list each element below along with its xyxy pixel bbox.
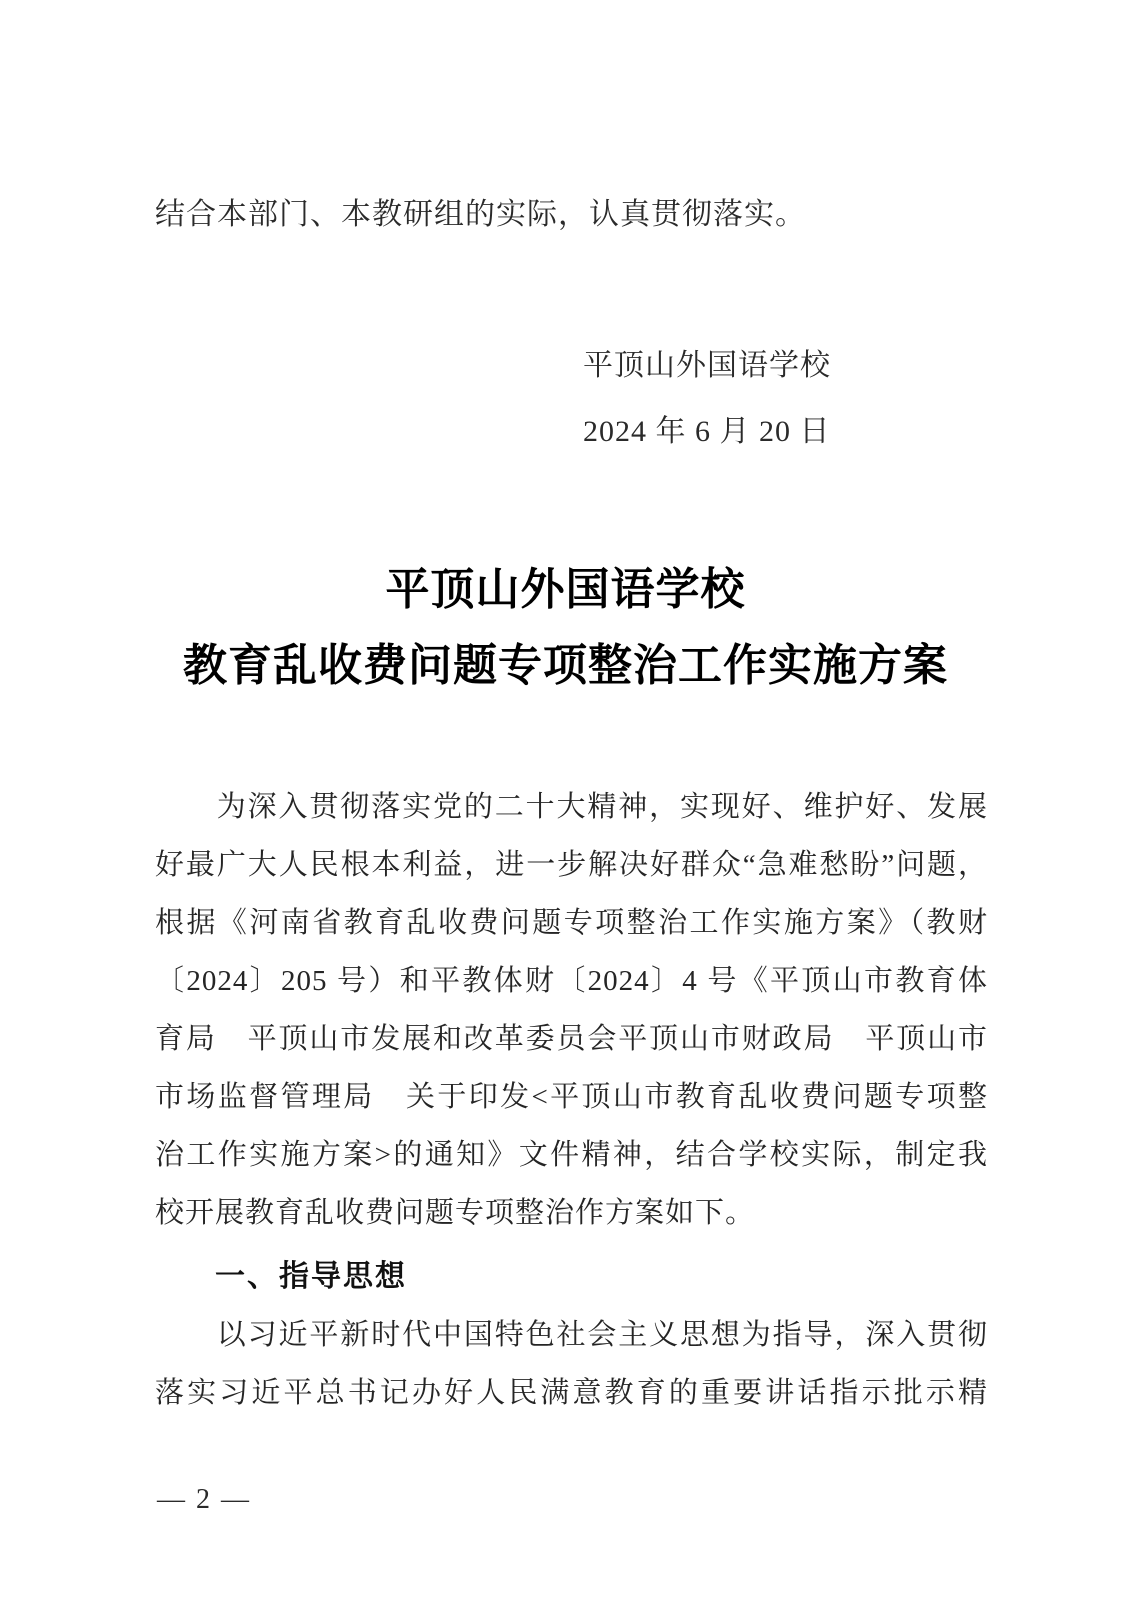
closing-paragraph-line: 结合本部门、本教研组的实际，认真贯彻落实。 [155,198,806,231]
body-line: 以习近平新时代中国特色社会主义思想为指导，深入贯彻 [155,1319,988,1351]
section-heading-guiding-ideology: 一、指导思想 [215,1260,407,1293]
page-number: — 2 — [157,1484,251,1515]
body-line: 治工作实施方案>的通知》文件精神，结合学校实际，制定我 [155,1139,988,1171]
body-line: 为深入贯彻落实党的二十大精神，实现好、维护好、发展 [155,791,988,823]
signature-org: 平顶山外国语学校 [583,349,831,382]
body-line: 市场监督管理局 关于印发<平顶山市教育乱收费问题专项整 [155,1081,988,1113]
body-line: 好最广大人民根本利益，进一步解决好群众“急难愁盼”问题， [155,849,988,881]
body-line: 校开展教育乱收费问题专项整治作方案如下。 [155,1197,756,1229]
body-block [155,778,988,1422]
body-line: 落实习近平总书记办好人民满意教育的重要讲话指示批示精 [155,1377,988,1409]
document-title-line1: 平顶山外国语学校 [385,565,746,614]
body-line: 根据《河南省教育乱收费问题专项整治工作实施方案》（教财 [155,907,988,939]
body-line: 育局 平顶山市发展和改革委员会平顶山市财政局 平顶山市 [155,1023,988,1055]
signature-date: 2024 年 6 月 20 日 [583,415,831,448]
body-line: 〔2024〕205 号）和平教体财〔2024〕4 号《平顶山市教育体 [155,965,988,997]
document-title-line2: 教育乱收费问题专项整治工作实施方案 [183,641,948,690]
